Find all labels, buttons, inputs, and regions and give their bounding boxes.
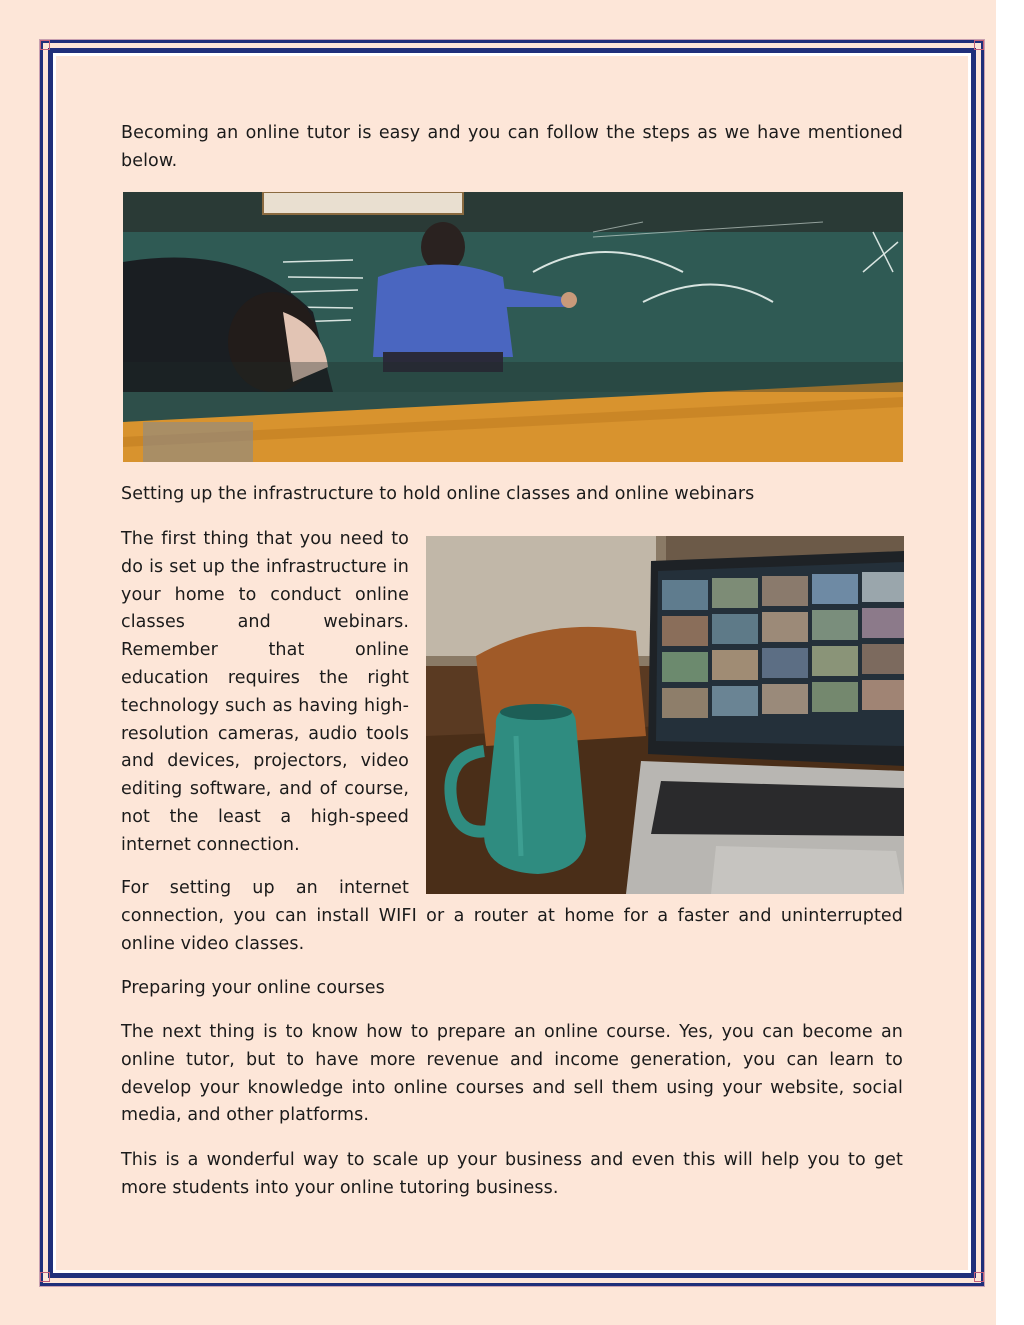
section-heading-infrastructure: Setting up the infrastructure to hold online classes and online webinars: [121, 484, 755, 504]
scale-paragraph: This is a wonderful way to scale up your business and even this will help you to get more students into your online tutoring business.: [121, 1150, 903, 1198]
infrastructure-paragraph: The first thing that you need to do is set up the infrastructure in your home to conduct online classes and webinars. Remember that online education requires the right technology such as having high-resolution cameras, audio tools and devices, projectors, video editing software, and of course, not the least a high-speed internet connection.: [121, 529, 409, 855]
courses-paragraph: The next thing is to know how to prepare an online course. Yes, you can become an online tutor, but to have more revenue and income generation, you can learn to develop your knowledge into online courses and sell them using your website, social media, and other platforms.: [121, 1022, 903, 1126]
intro-paragraph: Becoming an online tutor is easy and you can follow the steps as we have mentioned below.: [121, 123, 903, 171]
section-heading-courses: Preparing your online courses: [121, 978, 385, 998]
classroom-photo: [123, 192, 903, 462]
border-corner-ornament: [974, 1272, 984, 1282]
border-corner-ornament: [40, 40, 50, 50]
laptop-video-call-photo: [426, 536, 904, 894]
internet-paragraph: connection, you can install WIFI or a router at home for a faster and uninterrupted online video classes.: [121, 906, 903, 954]
border-corner-ornament: [974, 40, 984, 50]
border-corner-ornament: [40, 1272, 50, 1282]
internet-paragraph-lead: For setting up an internet: [121, 878, 409, 898]
